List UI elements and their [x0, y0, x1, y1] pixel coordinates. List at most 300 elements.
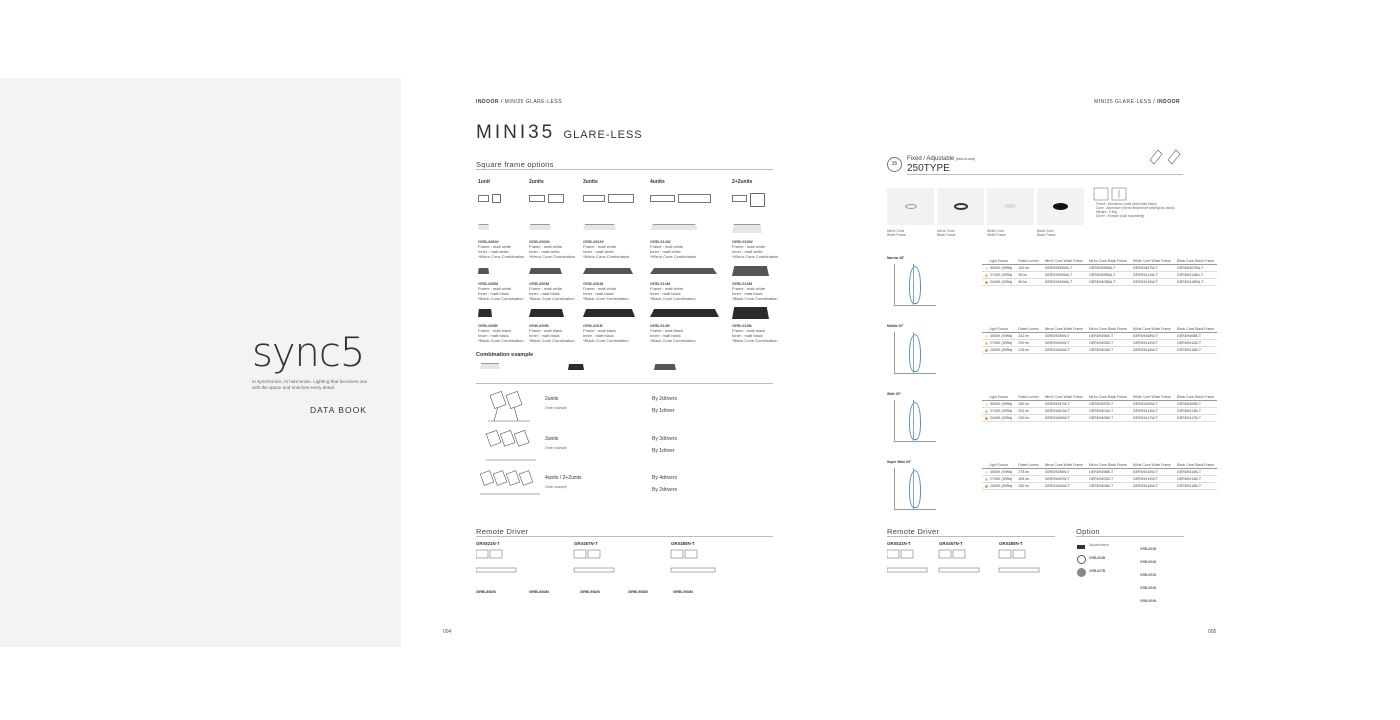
beam-title: Wide 29°: [887, 392, 901, 396]
driver-option: By 2drivers: [652, 396, 678, 402]
cell-text: GERD9396B-T: [1088, 334, 1114, 338]
spec-note: *Black Cone Combination: [478, 296, 524, 301]
product-code: GRB-915B: [732, 323, 752, 328]
driver-diagrams: [887, 548, 1062, 578]
cell-text: 2700K (90Ra): [990, 273, 1013, 277]
lumen-table: [982, 326, 1217, 354]
driver-units: 4units / 2+2units: [545, 475, 582, 481]
color-temp-dot: [985, 281, 988, 284]
product-card: [529, 323, 579, 343]
table-cell: [1086, 333, 1130, 340]
remote-driver-heading: Remote Driver: [887, 527, 940, 536]
table-row: [982, 272, 1217, 279]
remote-model: GRX480N-T: [671, 541, 695, 546]
cell-text: GERD9417B-T: [1176, 416, 1202, 420]
table-cell: [1130, 401, 1174, 408]
table-cell: [1130, 415, 1174, 422]
color-temp-dot: [985, 335, 988, 338]
table-header: White Cone White Frame: [1130, 258, 1174, 265]
cell-text: GERD9404W-T: [1044, 348, 1070, 352]
spec-note: *Mirror Cone Combination: [478, 254, 525, 259]
breadcrumb-indoor: INDOOR: [1157, 99, 1181, 105]
table-cell: [982, 265, 1015, 272]
breadcrumb-product: / MINI35 GLARE-LESS: [499, 99, 563, 105]
caption-cone: White Cone: [987, 229, 1005, 233]
spec-inner: Inner : matt black: [478, 333, 509, 338]
table-cell: [1130, 408, 1174, 415]
table-row: [982, 347, 1217, 354]
table-cell: [1086, 415, 1130, 422]
product-code: GRB-889W: [478, 239, 499, 244]
beam-title: Middle 22°: [887, 324, 904, 328]
table-cell: [1042, 272, 1086, 279]
table-row: [982, 340, 1217, 347]
table-row: [982, 265, 1217, 272]
table-cell: [1174, 347, 1217, 354]
cell-text: GERD9402B-T: [1088, 477, 1114, 481]
table-header: Black Cone Black Frame: [1174, 258, 1217, 265]
cell-text: GERD9406B-T: [1088, 484, 1114, 488]
spec-note: *Black Cone Combination: [732, 338, 778, 343]
right-page: [870, 78, 1370, 647]
table-header: White Cone White Frame: [1130, 462, 1174, 469]
cell-text: 3000K (90Ra): [990, 334, 1013, 338]
combo-image: [480, 363, 500, 369]
spec-inner: Inner : matt black: [529, 291, 560, 296]
table-cell: [1130, 483, 1174, 490]
cell-text: 239 lm: [1018, 416, 1030, 420]
caption-frame: White Frame: [887, 233, 906, 237]
breadcrumb-product: MINI35 GLARE-LESS /: [1094, 99, 1158, 105]
cell-text: GERD9415W-T: [1132, 280, 1158, 284]
remote-model: GRX521N-T: [476, 541, 500, 546]
cell-text: 218 lm: [1018, 348, 1030, 352]
cell-text: GERD9416W-T: [1132, 348, 1158, 352]
table-cell: [1042, 415, 1086, 422]
cell-text: 3000K (90Ra): [990, 470, 1013, 474]
table-row: [982, 415, 1217, 422]
table-cell: [982, 347, 1015, 354]
cell-text: GERD9413B-T: [1176, 409, 1202, 413]
spec-note: *Black Cone Combination: [529, 296, 575, 301]
option-codes: [1140, 543, 1156, 608]
table-header: Light Source: [982, 462, 1015, 469]
spec-inner: Inner : matt white: [650, 249, 681, 254]
remote-model: GRX480N-T: [999, 541, 1023, 546]
ring-icon: [1077, 555, 1086, 564]
type-line: [907, 156, 975, 162]
unit-label: 1unit: [478, 179, 490, 185]
color-temp-dot: [985, 478, 988, 481]
lumen-table: [982, 462, 1217, 490]
table-cell: [1042, 401, 1086, 408]
cell-text: 2400K (90Ra): [990, 416, 1013, 420]
cell-text: 2400K (90Ra): [990, 348, 1013, 352]
cell-text: GERD9395BA-T: [1088, 266, 1116, 270]
color-temp-dot: [985, 349, 988, 352]
spec-frame: Frame : matt white: [478, 244, 512, 249]
caption-cone: Mirror Cone: [937, 229, 955, 233]
breadcrumb-indoor: INDOOR: [476, 99, 499, 105]
spec-inner: Inner : matt white: [732, 249, 763, 254]
cell-text: GERD9414W-T: [1132, 477, 1158, 481]
cell-text: GERD9403BA-T: [1088, 280, 1116, 284]
cell-text: GERD9417W-T: [1132, 416, 1158, 420]
spec-frame: Frame : matt white: [529, 286, 563, 291]
fixture-image: [529, 268, 562, 274]
table-cell: [1086, 401, 1130, 408]
fixture-image: [478, 224, 489, 230]
color-temp-dot: [985, 267, 988, 270]
table-cell: [982, 476, 1015, 483]
cell-text: GERD9396W-T: [1044, 334, 1070, 338]
table-header: White Cone White Frame: [1130, 394, 1174, 401]
product-code: GRB-914B: [650, 323, 670, 328]
cell-text: GERD9409B-T: [1176, 402, 1202, 406]
frame-drawing: [529, 195, 545, 202]
table-header: Rated Lumen: [1015, 258, 1041, 265]
option-code: GRB-953N: [1140, 586, 1157, 590]
spec-inner: Inner : matt black: [650, 291, 681, 296]
unit-label: 2units: [529, 179, 544, 185]
spec-inner: Inner : matt black: [650, 333, 681, 338]
cell-text: GERD9405W-T: [1044, 416, 1070, 420]
frame-drawing: [678, 194, 711, 203]
product-code: GRB-914W: [650, 239, 671, 244]
four-unit-drawing: [480, 470, 544, 500]
fixture-image: [529, 224, 551, 230]
cell-text: GERD9416B-T: [1176, 348, 1202, 352]
spec-inner: Inner : matt white: [529, 249, 560, 254]
product-card: [650, 281, 710, 301]
option-heading: Option: [1076, 527, 1100, 536]
polar-diagram: [894, 468, 936, 510]
table-cell: [1174, 415, 1217, 422]
product-card: [650, 239, 710, 259]
combination-heading: Combination example: [476, 352, 534, 358]
frame-icon: [750, 193, 765, 207]
table-cell: [1086, 483, 1130, 490]
table-cell: [1086, 279, 1130, 286]
spec-frame: Frame : matt black: [529, 328, 563, 333]
spec-note: *Mirror Cone Combination: [583, 254, 630, 259]
cell-text: GERD9407W-T: [1132, 266, 1158, 270]
cell-text: GERD9402W-T: [1044, 477, 1070, 481]
beam-title: Narrow 18°: [887, 256, 905, 260]
table-header: White Cone White Frame: [1130, 326, 1174, 333]
caption-frame: Black Frame: [937, 233, 956, 237]
spec-inner: Inner : matt black: [732, 291, 763, 296]
fixture-image: [583, 309, 635, 317]
spec-frame: Frame : matt black: [478, 328, 512, 333]
spec-frame: Frame : matt white: [529, 244, 563, 249]
cell-text: GERD9411W-T: [1132, 273, 1158, 277]
color-temp-dot: [985, 403, 988, 406]
table-cell: [1174, 279, 1217, 286]
spec-inner: Inner : matt black: [478, 291, 509, 296]
frame-drawing: [732, 195, 747, 202]
cell-text: 2400K (90Ra): [990, 280, 1013, 284]
caption-cone: Mirror Cone: [887, 229, 905, 233]
spec-line: Cone : Aluminum (mirror finish/matt white/gloss black): [1096, 206, 1175, 210]
frame-drawing: [478, 195, 489, 202]
size-badge: 35: [887, 157, 902, 172]
table-cell: [1086, 469, 1130, 476]
cell-text: 3000K (90Ra): [990, 266, 1013, 270]
spec-frame: Frame : matt white: [650, 286, 684, 291]
driver-diagrams: [476, 548, 776, 578]
order-example: Order example: [545, 406, 567, 410]
table-cell: [1015, 347, 1041, 354]
table-row: [982, 401, 1217, 408]
spec-frame: Frame : matt black: [583, 328, 617, 333]
table-cell: [1086, 265, 1130, 272]
table-header: Mirror Cone White Frame: [1042, 462, 1086, 469]
cell-text: 251 lm: [1018, 409, 1030, 413]
table-row: [982, 469, 1217, 476]
fixture-image: [650, 224, 698, 230]
cell-text: GERD9411BA-T: [1176, 273, 1204, 277]
table-row: [982, 333, 1217, 340]
product-card: [732, 323, 782, 343]
spec-inner: Inner : matt black: [583, 333, 614, 338]
cell-text: GERD9401W-T: [1044, 409, 1070, 413]
product-code: GRB-890M: [529, 281, 550, 286]
table-cell: [1086, 476, 1130, 483]
product-card: [478, 281, 528, 301]
option-code: GRB-952N: [580, 589, 600, 594]
cell-text: GERD9413W-T: [1132, 409, 1158, 413]
table-cell: [1015, 265, 1041, 272]
table-cell: [1174, 476, 1217, 483]
tilt-drawing: [1148, 144, 1184, 172]
cell-text: GERD9409W-T: [1132, 402, 1158, 406]
thumb-caption: [1037, 229, 1056, 237]
product-code: GRB-915M: [732, 281, 753, 286]
table-header: Mirror Cone Black Frame: [1086, 258, 1130, 265]
table-cell: [982, 408, 1015, 415]
spec-note: *Black Cone Combination: [583, 338, 629, 343]
color-temp-dot: [985, 274, 988, 277]
table-row: [982, 279, 1217, 286]
table-cell: [1086, 408, 1130, 415]
cell-text: 2700K (90Ra): [990, 341, 1013, 345]
table-cell: [982, 401, 1015, 408]
table-cell: [1086, 272, 1130, 279]
product-card: [732, 281, 782, 301]
cell-text: 264 lm: [1018, 477, 1030, 481]
table-cell: [982, 483, 1015, 490]
fixture-image: [732, 266, 769, 276]
driver-option: By 1driver: [652, 448, 675, 454]
table-cell: [1130, 476, 1174, 483]
table-cell: [1015, 483, 1041, 490]
left-page: [440, 78, 940, 647]
order-example: Order example: [545, 446, 567, 450]
thumb-caption: [987, 229, 1006, 237]
table-cell: [1130, 265, 1174, 272]
table-cell: [1042, 483, 1086, 490]
spec-note: *Mirror Cone Combination: [732, 254, 779, 259]
table-row: [982, 483, 1217, 490]
cell-text: GERD9400B-T: [1088, 341, 1114, 345]
table-cell: [1130, 347, 1174, 354]
spec-frame: Frame : matt black: [650, 328, 684, 333]
cell-text: GERD9404B-T: [1088, 348, 1114, 352]
fixture-image: [583, 268, 633, 274]
fixture-image: [650, 268, 717, 274]
cell-text: GERD9399WA-T: [1044, 273, 1073, 277]
product-thumbnail: [887, 188, 934, 225]
spec-note: *Black Cone Combination: [650, 338, 696, 343]
polar-diagram: [894, 400, 936, 442]
table-cell: [1174, 333, 1217, 340]
cell-text: 2700K (90Ra): [990, 477, 1013, 481]
table-cell: [1174, 469, 1217, 476]
cell-text: GERD9399BA-T: [1088, 273, 1116, 277]
product-code: GRB-889M: [478, 281, 499, 286]
cell-text: 95 lm: [1018, 273, 1028, 277]
cell-text: 3000K (90Ra): [990, 402, 1013, 406]
disc-icon: [1077, 568, 1086, 577]
product-card: [478, 323, 528, 343]
table-cell: [1015, 476, 1041, 483]
option-code: GRB-893N: [529, 589, 549, 594]
square-frame-icon: [1077, 545, 1085, 549]
product-card: [583, 323, 633, 343]
driver-option: By 2drivers: [652, 487, 678, 493]
driver-option: By 3drivers: [652, 436, 678, 442]
three-unit-drawing: [484, 430, 544, 464]
cell-text: 229 lm: [1018, 341, 1030, 345]
caption-frame: White Frame: [987, 233, 1006, 237]
cell-text: GERD9403WA-T: [1044, 280, 1073, 284]
spec-frame: Frame : matt white: [583, 286, 617, 291]
frame-drawing: [608, 194, 634, 203]
table-cell: [1130, 272, 1174, 279]
table-cell: [1015, 272, 1041, 279]
frame-drawing: [650, 195, 675, 202]
tagline: to synchronize, to harmonize. Lighting that becomes one with the space and enriches every detail.: [252, 379, 368, 390]
product-code: GRB-891W: [583, 239, 604, 244]
table-cell: [1015, 279, 1041, 286]
cell-text: GERD9401B-T: [1088, 409, 1114, 413]
color-temp-dot: [985, 417, 988, 420]
table-cell: [1130, 333, 1174, 340]
table-cell: [1174, 272, 1217, 279]
table-cell: [1086, 347, 1130, 354]
table-cell: [982, 272, 1015, 279]
driver-option: By 1driver: [652, 408, 675, 414]
table-header: Black Cone Black Frame: [1174, 462, 1217, 469]
table-header: Rated Lumen: [1015, 326, 1041, 333]
spec-inner: Inner : matt black: [732, 333, 763, 338]
cell-text: GERD9397W-T: [1044, 402, 1070, 406]
cell-text: GERD9408W-T: [1132, 334, 1158, 338]
table-cell: [982, 415, 1015, 422]
cell-text: GERD9418W-T: [1132, 484, 1158, 488]
lumen-table: [982, 394, 1217, 422]
spec-inner: Inner : matt white: [478, 249, 509, 254]
table-cell: [982, 333, 1015, 340]
color-temp-dot: [985, 485, 988, 488]
product-card: [478, 239, 528, 259]
remote-model: GRX467N-T: [574, 541, 598, 546]
combo-image: [568, 364, 584, 370]
spec-frame: Frame : matt white: [583, 244, 617, 249]
table-cell: [1042, 279, 1086, 286]
option-code: GRB-892N: [476, 589, 496, 594]
table-cell: [1042, 476, 1086, 483]
table-cell: [1174, 408, 1217, 415]
table-cell: [1042, 265, 1086, 272]
product-thumbnail: [987, 188, 1034, 225]
fixture-image: [732, 224, 762, 233]
table-cell: [1042, 469, 1086, 476]
option-item: Square frame: [1089, 543, 1109, 547]
option-code: GRB-892N: [1140, 547, 1157, 551]
title-main: MINI35: [476, 122, 556, 143]
thumb-caption: [937, 229, 956, 237]
fixture-image: [478, 309, 492, 317]
cell-text: 252 lm: [1018, 484, 1030, 488]
table-header: Mirror Cone White Frame: [1042, 394, 1086, 401]
table-cell: [1042, 333, 1086, 340]
sync5-logo: sync5: [252, 330, 365, 376]
cell-text: GERD9418B-T: [1176, 484, 1202, 488]
option-code: GRB-893N: [1140, 560, 1157, 564]
fixture-image: [478, 268, 489, 274]
breadcrumb: [476, 99, 562, 105]
product-thumbnail: [1037, 188, 1084, 225]
cell-text: GERD9410W-T: [1132, 470, 1158, 474]
table-header: Mirror Cone White Frame: [1042, 258, 1086, 265]
table-header: Mirror Cone Black Frame: [1086, 326, 1130, 333]
cell-text: 100 lm: [1018, 266, 1030, 270]
cell-text: GERD9407BA-T: [1176, 266, 1204, 270]
product-card: [732, 239, 782, 259]
combo-image: [654, 364, 676, 370]
spec-inner: Inner : matt black: [583, 291, 614, 296]
type-title: Fixed / Adjustable: [907, 156, 955, 162]
page-number-right: 005: [1208, 629, 1217, 635]
remote-driver-heading: Remote Driver: [476, 527, 529, 536]
two-unit-drawing: [484, 391, 544, 425]
table-cell: [982, 340, 1015, 347]
table-cell: [1130, 469, 1174, 476]
table-header: Mirror Cone Black Frame: [1086, 394, 1130, 401]
type-small: (two-in-one): [956, 157, 976, 161]
table-cell: [1015, 401, 1041, 408]
table-header: Mirror Cone Black Frame: [1086, 462, 1130, 469]
cell-text: GERD9412B-T: [1176, 341, 1202, 345]
cell-text: 2400K (90Ra): [990, 484, 1013, 488]
spec-line: Weight : 0.1kg: [1096, 210, 1118, 214]
color-temp-dot: [985, 342, 988, 345]
cell-text: GERD9405B-T: [1088, 416, 1114, 420]
polar-diagram: [894, 264, 936, 306]
spec-line: Driver : Remote (sold separately): [1096, 214, 1145, 218]
caption-cone: Black Cone: [1037, 229, 1054, 233]
cell-text: GERD9412W-T: [1132, 341, 1158, 345]
table-cell: [1130, 279, 1174, 286]
remote-model: GRX467N-T: [939, 541, 963, 546]
table-cell: [1174, 340, 1217, 347]
cell-text: GERD9400W-T: [1044, 341, 1070, 345]
cell-text: 265 lm: [1018, 402, 1030, 406]
option-item: GRB-897B: [1089, 569, 1106, 573]
table-header: Light Source: [982, 258, 1015, 265]
